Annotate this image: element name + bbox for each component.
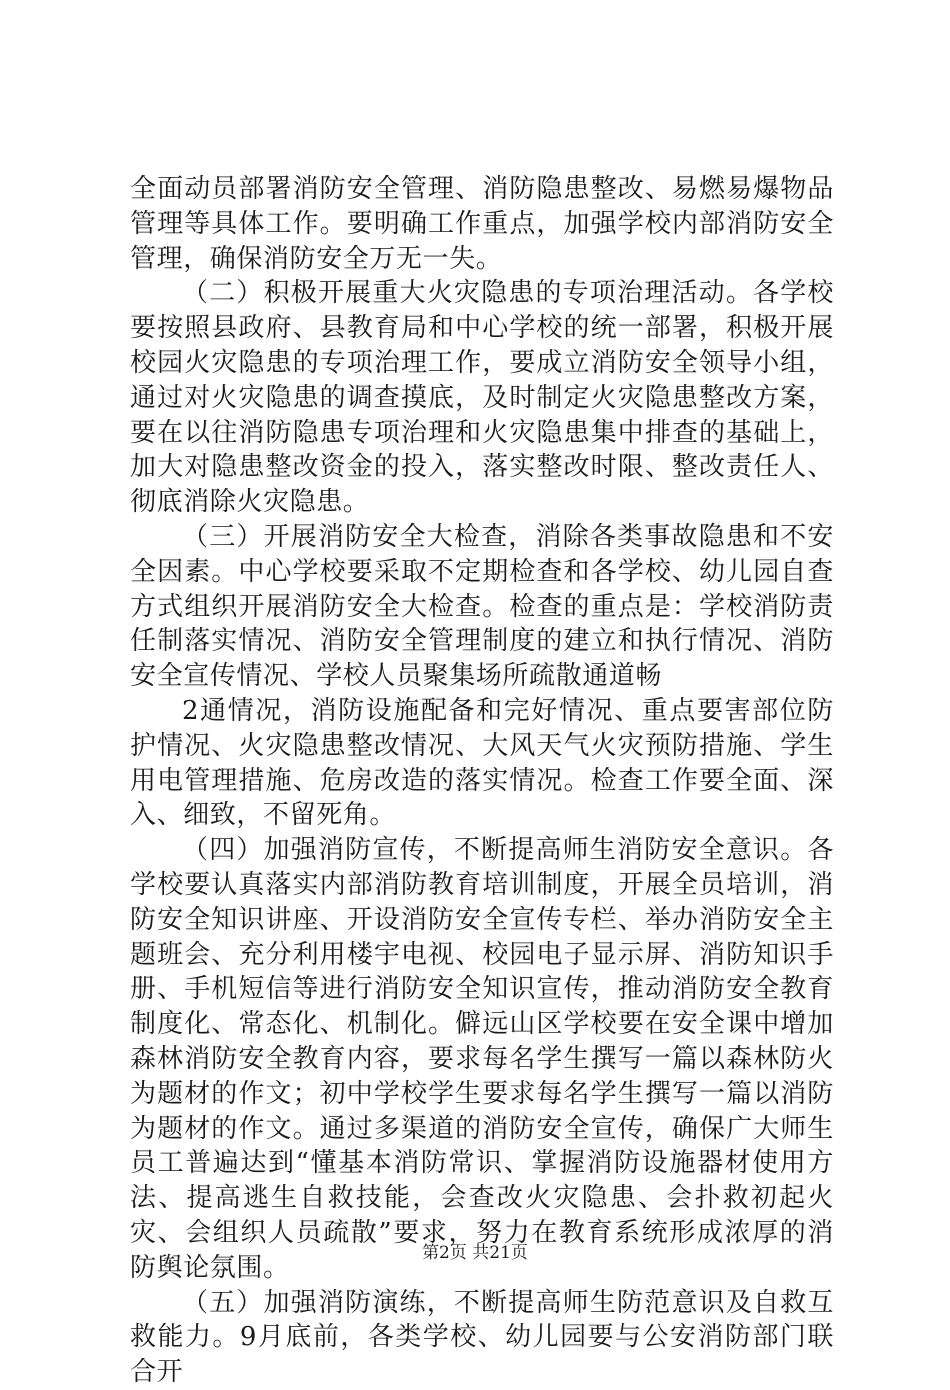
paragraph-2: （二）积极开展重大火灾隐患的专项治理活动。各学校要按照县政府、县教育局和中心学校的统一部署，积极开展校园火灾隐患的专项治理工作，要成立消防安全领导小组，通过对火灾隐患的调查摸底，及时制定火灾隐患整改方案，要在以往消防隐患专项治理和火灾隐患集中排查的基础上，加大对隐患整改资金的投入，落实整改时限、整改责任人、彻底消除火灾隐患。 — [130, 278, 834, 518]
paragraph-3: （三）开展消防安全大检查，消除各类事故隐患和不安全因素。中心学校要采取不定期检查和各学校、幼儿园自查方式组织开展消防安全大检查。检查的重点是：学校消防责任制落实情况、消防安全管理制度的建立和执行情况、消防安全宣传情况、学校人员聚集场所疏散通道畅 — [130, 521, 834, 692]
paragraph-4: 2通情况，消防设施配备和完好情况、重点要害部位防护情况、火灾隐患整改情况、大风天气火灾预防措施、学生用电管理措施、危房改造的落实情况。检查工作要全面、深入、细致，不留死角。 — [130, 695, 834, 831]
paragraph-6: （五）加强消防演练，不断提高师生防范意识及自救互救能力。9月底前，各类学校、幼儿园要与公安消防部门联合开 — [130, 1287, 834, 1388]
paragraph-5: （四）加强消防宣传，不断提高师生消防安全意识。各学校要认真落实内部消防教育培训制度，开展全员培训，消防安全知识讲座、开设消防安全宣传专栏、举办消防安全主题班会、充分利用楼宇电视、校园电子显示屏、消防知识手册、手机短信等进行消防安全知识宣传，推动消防安全教育制度化、常态化、机制化。僻远山区学校要在安全课中增加森林消防安全教育内容，要求每名学生撰写一篇以森林防火为题材的作文；初中学校学生要求每名学生撰写一篇以消防为题材的作文。通过多渠道的消防安全宣传，确保广大师生员工普遍达到“懂基本消防常识、掌握消防设施器材使用方法、提高逃生自救技能，会查改火灾隐患、会扑救初起火灾、会组织人员疏散”要求，努力在教育系统形成浓厚的消防舆论氛围。 — [130, 835, 834, 1283]
paragraph-1: 全面动员部署消防安全管理、消防隐患整改、易燃易爆物品管理等具体工作。要明确工作重点，加强学校内部消防安全管理，确保消防安全万无一失。 — [130, 174, 834, 274]
document-body — [130, 172, 834, 1390]
page-number-footer: 第2页 共21页 — [422, 1243, 528, 1263]
